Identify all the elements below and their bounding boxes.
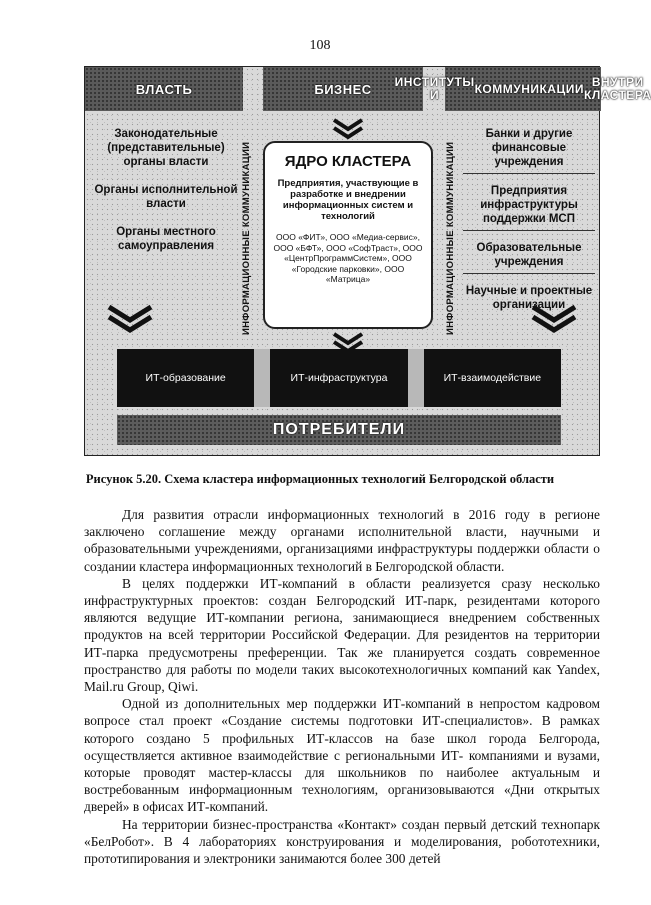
chevron-down-left-icon (529, 303, 579, 333)
core-subtitle: Предприятия, участвующие в разработке и внедрении информационных систем и технологий (277, 178, 419, 222)
paragraph: В целях поддержки ИТ-компаний в области реализуется сразу несколько инфраструктурных проектов: создан Белгородский ИТ-парк, резидентами которого являются ведущие ИТ-компании региона, занимающиеся внедрением собственных продуктов на всей территории Российской Федерации. Для резидентов на территории ИТ-парка предусмотрены преференции. Так же планируется создать современное пространство для работы по модели таких высокотехнологичных компаний как Yandex, Mail.ru Group, Qiwi. (84, 575, 600, 695)
it-education: ИТ-образование (117, 349, 270, 407)
body-text (84, 506, 600, 867)
chevron-down-right-icon (105, 303, 155, 333)
core-companies: ООО «ФИТ», ООО «Медиа-сервис», ООО «БФТ», ООО «СофТраст», ООО «ЦентрПрограммСистем», ООО «Городские парковки», ООО «Матрица» (273, 232, 423, 284)
local-government: Органы местного самоуправления (116, 226, 216, 252)
band-biznes: БИЗНЕС (263, 67, 423, 111)
cluster-diagram (84, 66, 651, 456)
it-infrastructure: ИТ-инфраструктура (270, 349, 423, 407)
executive-bodies: Органы исполнительной власти (94, 184, 238, 210)
core-title: ЯДРО КЛАСТЕРА (284, 153, 412, 170)
paragraph: Для развития отрасли информационных технологий в 2016 году в регионе заключено соглашение между органами исполнительной власти, научными и образовательными учреждениями, организациями инфраструктуры поддержки области о создании кластера информационных технологий в Белгородской области. (84, 507, 600, 574)
power-organizations (91, 127, 241, 267)
figure-caption: Рисунок 5.20. Схема кластера информационных технологий Белгородской области (85, 472, 555, 486)
research-organizations: Научные и проектные организации (465, 285, 593, 311)
sme-support: Предприятия инфраструктуры поддержки МСП (463, 184, 595, 231)
it-interaction: ИТ-взаимодействие (443, 372, 542, 384)
it-directions (117, 349, 561, 407)
band-institutes-line-1: ИНСТИТУТЫ И (394, 75, 475, 102)
consumers-band: ПОТРЕБИТЕЛИ (117, 415, 561, 445)
chevron-down-icon (331, 117, 365, 139)
info-communications-label-left: ИНФОРМАЦИОННЫЕ КОММУНИКАЦИИ (241, 141, 252, 335)
info-communications-label-right: ИНФОРМАЦИОННЫЕ КОММУНИКАЦИИ (445, 141, 456, 335)
banks: Банки и другие финансовые учреждения (463, 127, 595, 174)
page-number: 108 (309, 38, 331, 53)
legislative-bodies: Законодательные (представительные) органы власти (107, 128, 225, 168)
band-institutes (394, 67, 651, 111)
educational-institutions: Образовательные учреждения (463, 241, 595, 274)
band-institutes-line-3: ВНУТРИ КЛАСТЕРА (584, 75, 651, 102)
institutes-organizations (463, 127, 595, 326)
band-vlast: ВЛАСТЬ (85, 67, 243, 111)
cluster-core (263, 141, 433, 329)
paragraph: На территории бизнес-пространства «Контакт» создан первый детский технопарк «БелРобот». В 4 лабораториях конструирования и моделирования, робототехники, прототипирования и электроники занимаются более 300 детей (84, 816, 600, 867)
paragraph: Одной из дополнительных мер поддержки ИТ-компаний в непростом кадровом вопросе стал проект «Создание системы подготовки ИТ-специалистов». В рамках которого создано 5 профильных ИТ-классов на базе школ города Белгорода, осуществляется активное взаимодействие с региональными ИТ- компаниями и вузами, которые проводят мастер-классы для школьников по наиболее актуальным и востребованным информационным технологиям, организовываются «Дни открытых дверей» в офисах ИТ-компаний. (84, 696, 600, 815)
band-institutes-line-2: КОММУНИКАЦИИ (474, 81, 584, 96)
